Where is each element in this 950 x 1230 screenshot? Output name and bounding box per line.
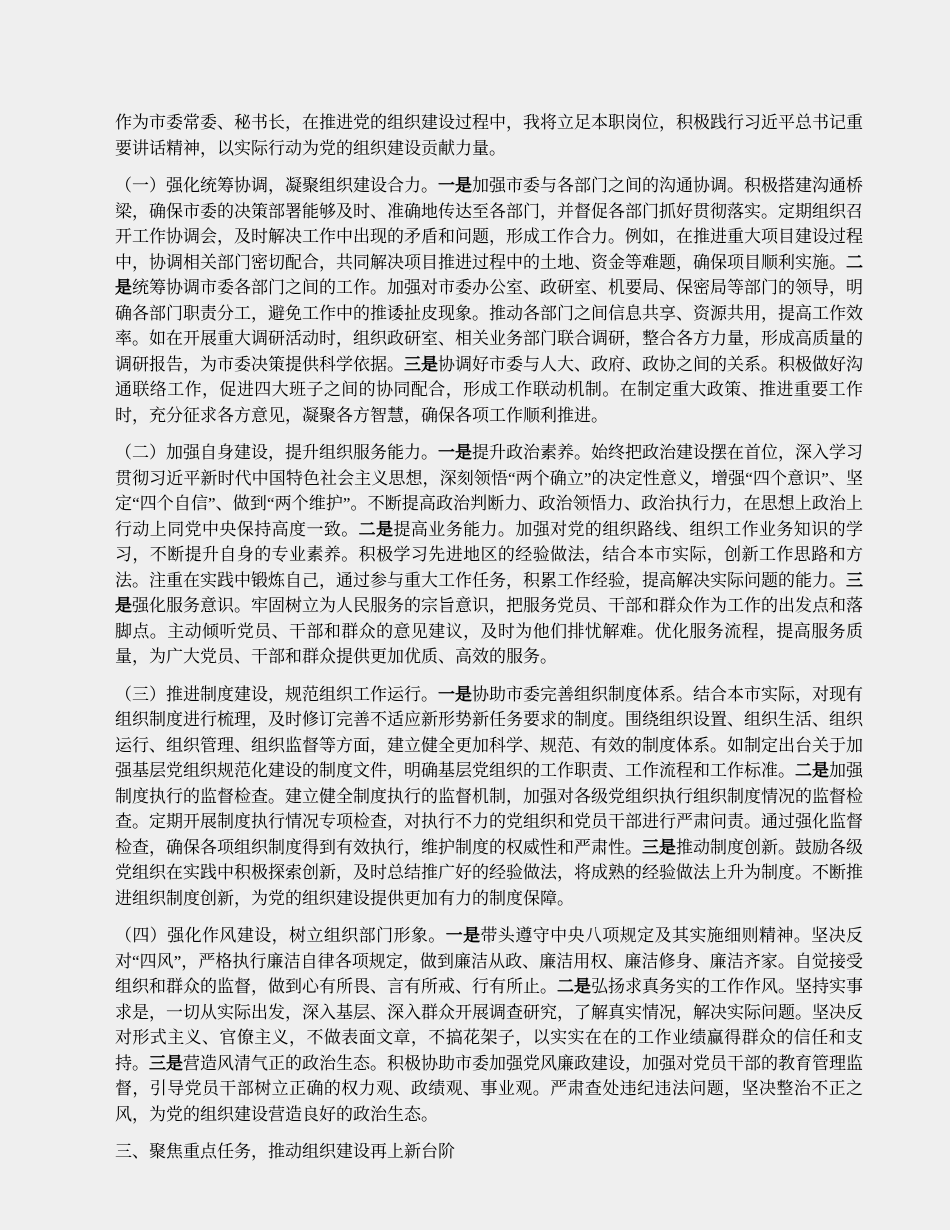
text-run: 提高业务能力。加强对党的组织路线、组织工作业务知识的学习，不断提升自身的专业素养。积极学习先进地区的经验做法，结合本市实际，创新工作思路和方法。注重在实践中锻炼自己，通过参与重大工作任务，积累工作经验，提高解决实际问题的能力。 (115, 519, 864, 590)
text-run: （一）强化统筹协调，凝聚组织建设合力。 (115, 176, 438, 195)
text-run: 统筹协调市委各部门之间的工作。加强对市委办公室、政研室、机要局、保密局等部门的领导，明确各部门职责分工，避免工作中的推诿扯皮现象。推动各部门之间信息共享、资源共用，提高工作效率。如在开展重大调研活动时，组织政研室、相关业务部门联合调研，整合各方力量，形成高质量的调研报告，为市委决策提供科学依据。 (115, 278, 863, 374)
text-run: 提升政治素养。始终把政治建设摆在首位，深入学习贯彻习近平新时代中国特色社会主义思想，深刻领悟“两个确立”的决定性意义，增强“四个意识”、坚定“四个自信”、做到“两个维护”。不断提高政治判断力、政治领悟力、政治执行力，在思想上政治上行动上同党中央保持高度一致。 (115, 443, 863, 539)
text-run: 协调好市委与人大、政府、政协之间的关系。积极做好沟通联络工作，促进四大班子之间的协同配合，形成工作联动机制。在制定重大政策、推进重要工作时，充分征求各方意见，凝聚各方智慧，确保各项工作顺利推进。 (115, 354, 863, 425)
bold-text-run: 一是 (438, 176, 472, 195)
text-run: 协助市委完善组织制度体系。结合本市实际，对现有组织制度进行梳理，及时修订完善不适应新形势新任务要求的制度。围绕组织设置、组织生活、组织运行、组织管理、组织监督等方面，建立健全更加科学、规范、有效的制度体系。如制定出台关于加强基层党组织规范化建设的制度文件，明确基层党组织的工作职责、工作流程和工作标准。 (115, 684, 863, 780)
bold-text-run: 一是 (438, 443, 472, 462)
paragraph (115, 682, 863, 912)
text-run: 强化服务意识。牢固树立为人民服务的宗旨意识，把服务党员、干部和群众作为工作的出发点和落脚点。主动倾听党员、干部和群众的意见建议，及时为他们排忧解难。优化服务流程，提高服务质量，为广大党员、干部和群众提供更加优质、高效的服务。 (115, 596, 863, 666)
bold-text-run: 一是 (438, 684, 472, 704)
document-page (115, 110, 863, 1165)
text-run: （三）推进制度建设，规范组织工作运行。 (115, 684, 438, 704)
text-run: 作为市委常委、秘书长，在推进党的组织建设过程中，我将立足本职岗位，积极践行习近平总书记重要讲话精神，以实际行动为党的组织建设贡献力量。 (115, 113, 863, 158)
text-run: 加强制度执行的监督检查。建立健全制度执行的监督机制，加强对各级党组织执行组织制度情况的监督检查。定期开展制度执行情况专项检查，对执行不力的党组织和党员干部进行严肃问责。通过强化监督检查，确保各项组织制度得到有效执行，维护制度的权威性和严肃性。 (115, 761, 863, 857)
bold-text-run: 二是 (557, 977, 591, 996)
bold-text-run: 三是 (115, 570, 863, 615)
paragraph (115, 173, 863, 428)
paragraph (115, 440, 863, 670)
bold-text-run: 三是 (404, 354, 438, 374)
text-run: 带头遵守中央八项规定及其实施细则精神。坚决反对“四风”，严格执行廉洁自律各项规定，做到廉洁从政、廉洁用权、廉洁修身、廉洁齐家。自觉接受组织和群众的监督，做到心有所畏、言有所戒、行有所止。 (115, 926, 864, 996)
bold-text-run: 二是 (795, 761, 829, 780)
text-run: 弘扬求真务实的工作作风。坚持实事求是，一切从实际出发，深入基层、深入群众开展调查研究，了解真实情况，解决实际问题。坚决反对形式主义、官僚主义，不做表面文章，不搞花架子，以实实在在的工作业绩赢得群众的信任和支持。 (115, 977, 863, 1073)
text-run: 营造风清气正的政治生态。积极协助市委加强党风廉政建设，加强对党员干部的教育管理监督，引导党员干部树立正确的权力观、政绩观、事业观。严肃查处违纪违法问题，坚决整治不正之风，为党的组织建设营造良好的政治生态。 (115, 1053, 863, 1124)
text-run: 三、聚焦重点任务，推动组织建设再上新台阶 (115, 1142, 455, 1161)
text-run: （四）强化作风建设，树立组织部门形象。 (115, 926, 446, 945)
bold-text-run: 二是 (358, 519, 394, 539)
bold-text-run: 二是 (115, 252, 863, 297)
text-run: （二）加强自身建设，提升组织服务能力。 (115, 443, 438, 462)
text-run: 加强市委与各部门之间的沟通协调。积极搭建沟通桥梁，确保市委的决策部署能够及时、准确地传达至各部门，并督促各部门抓好贯彻落实。定期组织召开工作协调会，及时解决工作中出现的矛盾和问题，形成工作合力。例如，在推进重大项目建设过程中，协调相关部门密切配合，共同解决项目推进过程中的土地、资金等难题，确保项目顺利实施。 (115, 176, 863, 272)
bold-text-run: 一是 (445, 926, 481, 945)
paragraph (115, 1139, 863, 1165)
text-run: 推动制度创新。鼓励各级党组织在实践中积极探索创新，及时总结推广好的经验做法，将成熟的经验做法上升为制度。不断推进组织制度创新，为党的组织建设提供更加有力的制度保障。 (115, 837, 863, 908)
bold-text-run: 三是 (149, 1053, 183, 1073)
paragraph (115, 923, 863, 1127)
paragraph (115, 110, 863, 161)
document-body (115, 110, 863, 1165)
bold-text-run: 三是 (642, 837, 676, 857)
